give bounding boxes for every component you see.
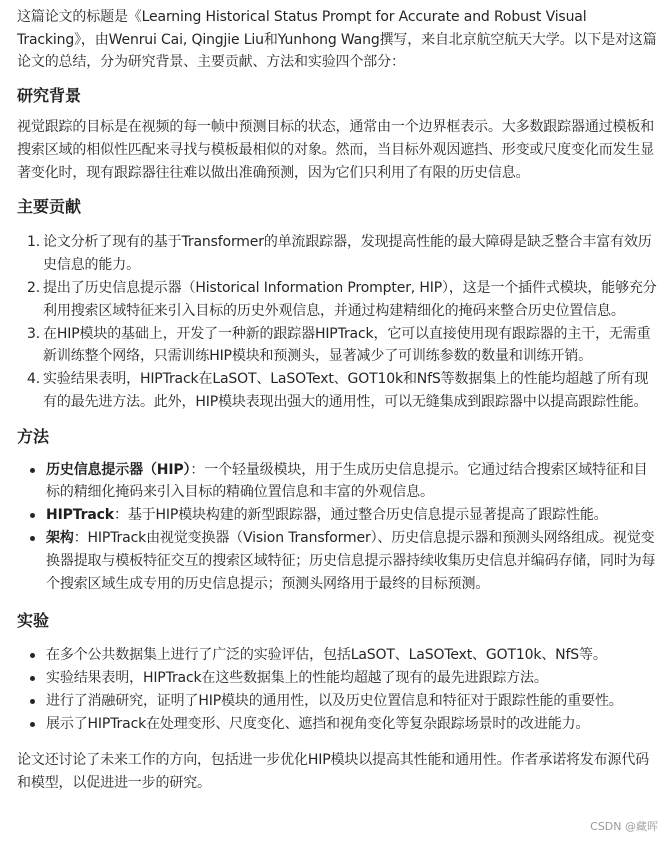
list-item [17,644,659,667]
list-number: 3. [27,325,41,342]
list-item-text: 实验结果表明，HIPTrack在LaSOT、LaSOText、GOT10k和NfS等数据集上的性能均超越了所有现有的最先进方法。此外，HIP模块表现出强大的通用性，可以无缝集成到跟踪器中以提高跟踪性能。 [43,371,649,411]
list-item-text: 提出了历史信息提示器（Historical Information Prompter, HIP），这是一个插件式模块，能够充分利用搜索区域特征来引入目标的历史外观信息，并通过构建精细化的掩码来整合历史位置信息。 [43,279,657,319]
bullet-dot-icon [30,722,35,727]
list-item-term: HIPTrack [46,507,114,524]
list-number: 1. [27,234,41,251]
list-item-term: 历史信息提示器（HIP） [46,461,191,478]
list-item [17,277,659,322]
experiments-list [17,644,659,736]
list-item-text: ：HIPTrack由视觉变换器（Vision Transformer）、历史信息提示器和预测头网络组成。视觉变换器提取与模板特征交互的搜索区域特征；历史信息提示器持续收集历史信息并编码存储，同时为每个搜索区域生成专用的历史信息提示；预测头网络用于最终的目标预测。 [46,530,656,592]
list-item-text: 展示了HIPTrack在处理变形、尺度变化、遮挡和视角变化等复杂跟踪场景时的改进能力。 [46,715,590,732]
list-item-text: 在HIP模块的基础上，开发了一种新的跟踪器HIPTrack，它可以直接使用现有跟踪器的主干，无需重新训练整个网络，只需训练HIP模块和预测头，显著减少了可训练参数的数量和训练开销。 [43,325,651,365]
list-item [17,459,659,504]
list-item [17,231,659,276]
list-item [17,667,659,690]
csdn-watermark: CSDN @藏晖 [590,820,658,833]
list-item-text: ：基于HIP模块构建的新型跟踪器，通过整合历史信息提示显著提高了跟踪性能。 [113,507,608,524]
bullet-dot-icon [30,536,35,541]
conclusion-paragraph: 论文还讨论了未来工作的方向，包括进一步优化HIP模块以提高其性能和通用性。作者承诺将发布源代码和模型，以促进进一步的研究。 [17,752,650,791]
bullet-dot-icon [30,468,35,473]
list-item-text: 实验结果表明，HIPTrack在这些数据集上的性能均超越了现有的最先进跟踪方法。 [46,669,548,686]
method-list [17,459,659,596]
section-heading-experiments: 实验 [17,610,50,630]
bullet-dot-icon [30,699,35,704]
bullet-dot-icon [30,653,35,658]
intro-paragraph: 这篇论文的标题是《Learning Historical Status Prompt for Accurate and Robust Visual Tracking》，由Wenrui Cai, Qingjie Liu和Yunhong Wang撰写，来自北京航空航天大学。以下是对这篇论文的总结，分为研究背景、主要贡献、方法和实验四个部分： [17,9,657,71]
bullet-dot-icon [30,513,35,518]
list-number: 4. [27,371,41,388]
section-heading-method: 方法 [17,426,50,446]
bullet-dot-icon [30,676,35,681]
background-paragraph: 视觉跟踪的目标是在视频的每一帧中预测目标的状态，通常由一个边界框表示。大多数跟踪器通过模板和搜索区域的相似性匹配来寻找与模板最相似的对象。然而，当目标外观因遮挡、形变或尺度变化而发生显著变化时，现有跟踪器往往难以做出准确预测，因为它们只利用了有限的历史信息。 [17,119,655,181]
list-item [17,713,659,736]
list-item [17,504,659,527]
list-item [17,368,659,413]
list-item [17,690,659,713]
list-item-text: 进行了消融研究，证明了HIP模块的通用性，以及历史位置信息和特征对于跟踪性能的重要性。 [46,692,623,709]
list-item-text: 论文分析了现有的基于Transformer的单流跟踪器，发现提高性能的最大障碍是缺乏整合丰富有效历史信息的能力。 [43,234,652,273]
list-number: 2. [27,279,41,296]
list-item [17,323,659,368]
list-item-text: ：一个轻量级模块，用于生成历史信息提示。它通过结合搜索区域特征和目标的精细化掩码来引入目标的精确位置信息和丰富的外观信息。 [46,461,648,501]
article-body [17,6,659,795]
list-item [17,527,659,595]
list-item-term: 架构 [46,530,74,547]
section-heading-contributions: 主要贡献 [17,197,82,217]
contributions-list [17,231,659,414]
section-heading-background: 研究背景 [17,86,82,106]
list-item-text: 在多个公共数据集上进行了广泛的实验评估，包括LaSOT、LaSOText、GOT10k、NfS等。 [46,646,607,663]
